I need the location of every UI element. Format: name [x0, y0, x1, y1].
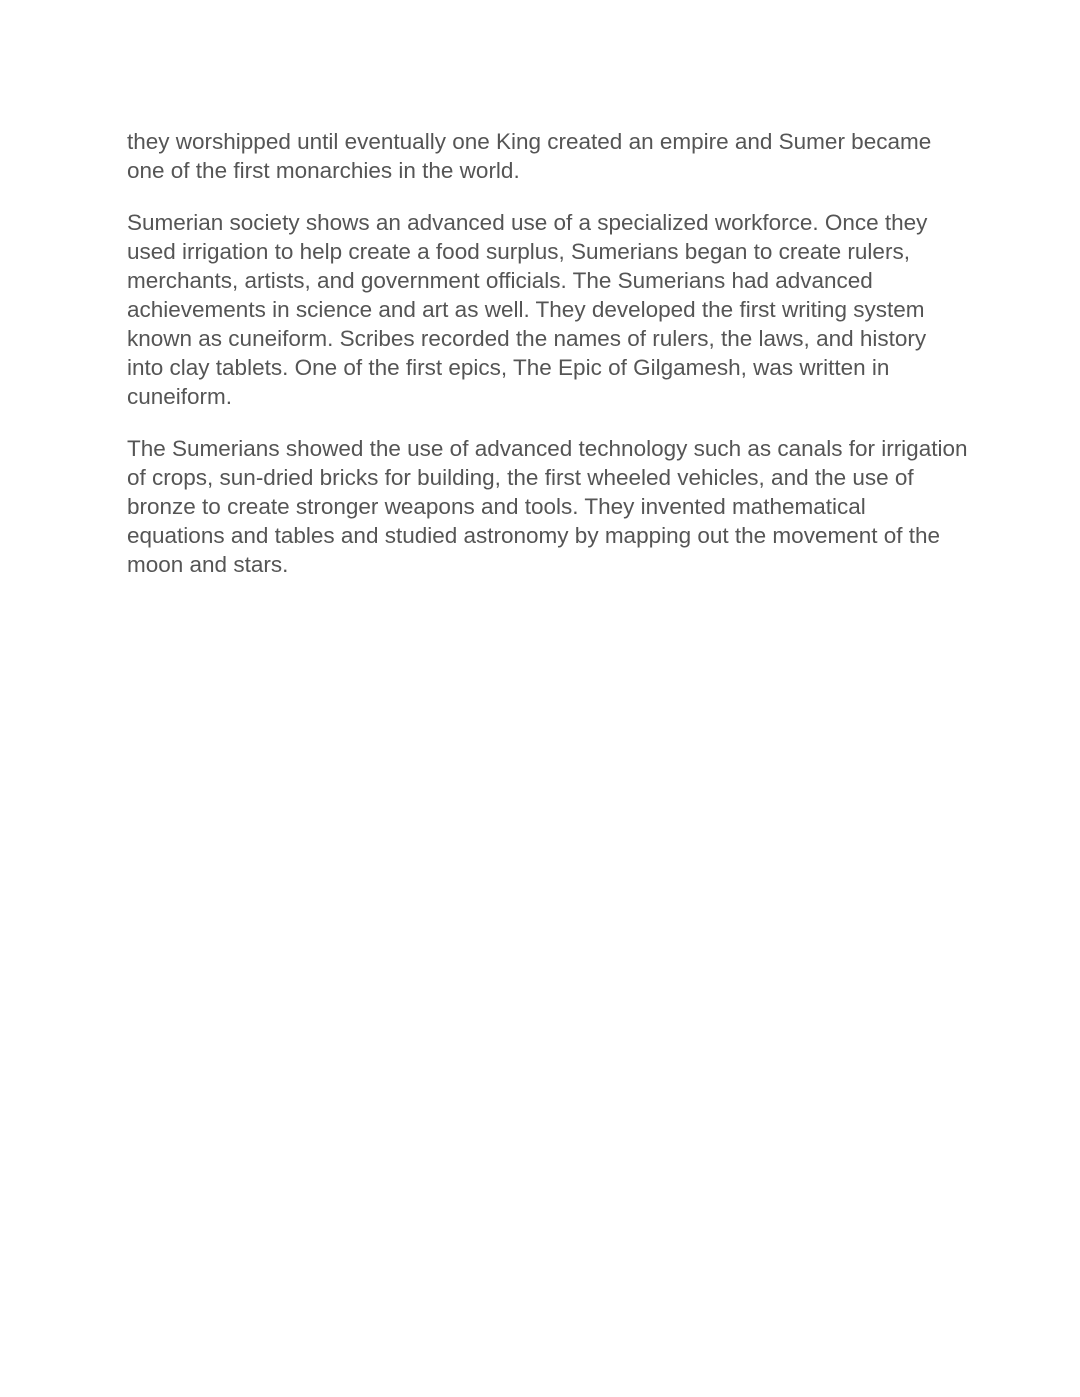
text-line: known as cuneiform. Scribes recorded the names of rulers, the laws, and history [127, 326, 927, 351]
text-line: used irrigation to help create a food surplus, Sumerians began to create rulers, [127, 239, 910, 264]
text-line: of crops, sun-dried bricks for building, the first wheeled vehicles, and the use of [127, 465, 914, 490]
text-line: bronze to create stronger weapons and tools. They invented mathematical [127, 494, 866, 519]
text-line: cuneiform. [127, 384, 233, 409]
text-line: achievements in science and art as well. They developed the first writing system [127, 297, 925, 322]
text-line: moon and stars. [127, 552, 289, 577]
text-line: into clay tablets. One of the first epics, The Epic of Gilgamesh, was written in [127, 355, 890, 380]
text-line: merchants, artists, and government officials. The Sumerians had advanced [127, 268, 873, 293]
text-line: one of the first monarchies in the world. [127, 158, 520, 183]
text-line: Sumerian society shows an advanced use of a specialized workforce. Once they [127, 210, 928, 235]
document-page [127, 127, 967, 602]
text-line: equations and tables and studied astronomy by mapping out the movement of the [127, 523, 941, 548]
text-line: they worshipped until eventually one King created an empire and Sumer became [127, 129, 932, 154]
paragraph-monarchy [127, 127, 967, 185]
paragraph-workforce [127, 208, 967, 411]
paragraph-technology [127, 434, 967, 579]
text-line: The Sumerians showed the use of advanced technology such as canals for irrigation [127, 436, 968, 461]
